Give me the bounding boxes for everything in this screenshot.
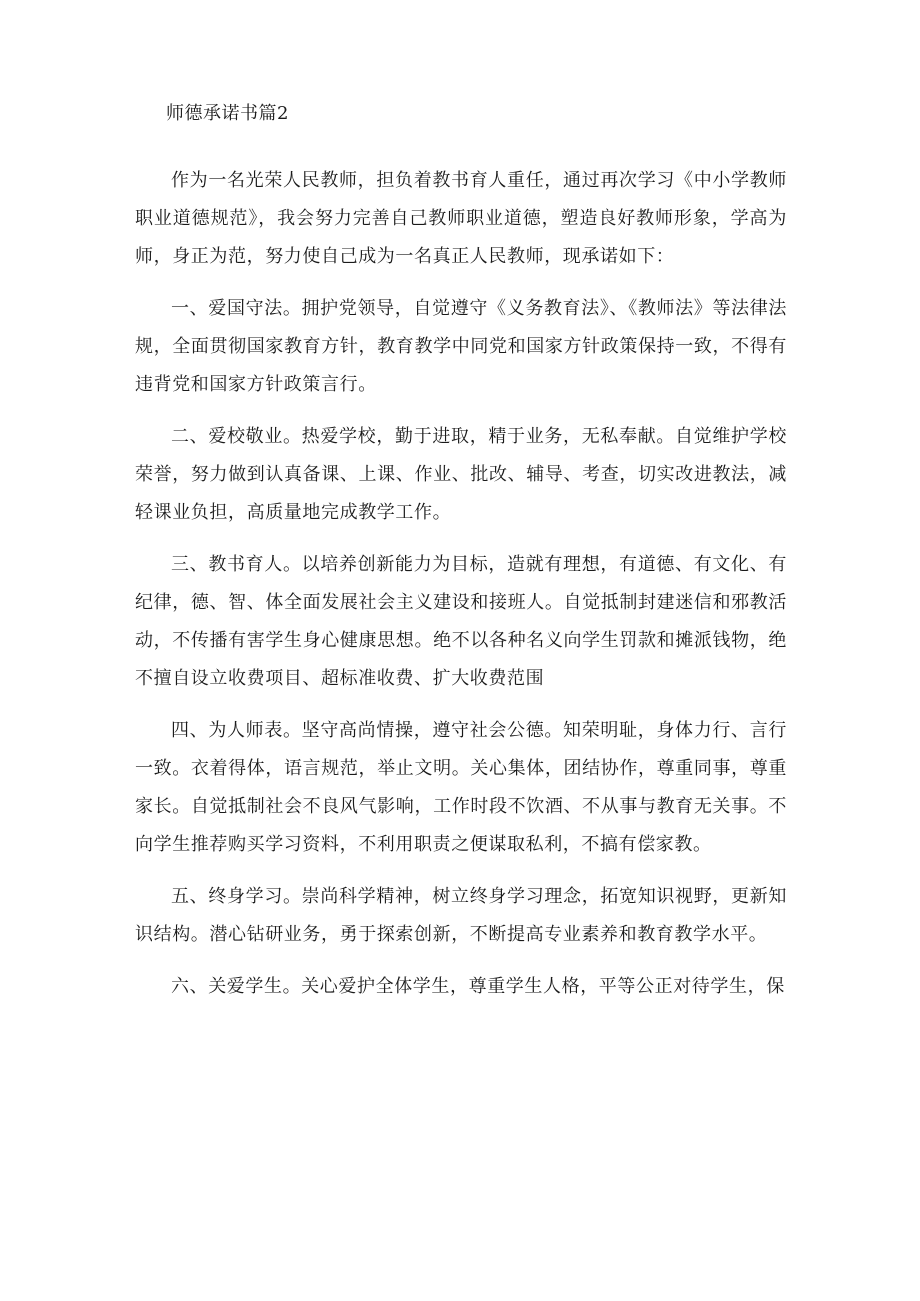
paragraph-role-model: 四、为人师表。坚守高尚情操，遵守社会公德。知荣明耻，身体力行、言行一致。衣着得体，语言规范，举止文明。关心集体，团结协作，尊重同事，尊重家长。自觉抵制社会不良风气影响，工作时段不饮酒、不从事与教育无关事。不向学生推荐购买学习资料，不利用职责之便谋取私利，不搞有偿家教。 [135,720,787,855]
paragraph-caring-students: 六、关爱学生。关心爱护全体学生，尊重学生人格，平等公正对待学生，保 [171,976,785,997]
paragraph-intro: 作为一名光荣人民教师，担负着教书育人重任，通过再次学习《中小学教师职业道德规范》，我会努力完善自己教师职业道德，塑造良好教师形象，学高为师，身正为范，努力使自己成为一名真正人民教师，现承诺如下： [135,170,787,267]
document-title: 师德承诺书篇2 [166,103,289,124]
paragraph-patriotism: 一、爱国守法。拥护党领导，自觉遵守《义务教育法》、《教师法》等法律法规，全面贯彻国家教育方针，教育教学中同党和国家方针政策保持一致，不得有违背党和国家方针政策言行。 [135,298,787,395]
paragraph-dedication: 二、爱校敬业。热爱学校，勤于进取，精于业务，无私奉献。自觉维护学校荣誉，努力做到认真备课、上课、作业、批改、辅导、考查，切实改进教法，减轻课业负担，高质量地完成教学工作。 [135,426,787,523]
paragraph-lifelong-learning: 五、终身学习。崇尚科学精神，树立终身学习理念，拓宽知识视野，更新知识结构。潜心钻研业务，勇于探索创新，不断提高专业素养和教育教学水平。 [135,886,787,945]
document-body [135,162,787,1020]
paragraph-teaching: 三、教书育人。以培养创新能力为目标，造就有理想，有道德、有文化、有纪律，德、智、体全面发展社会主义建设和接班人。自觉抵制封建迷信和邪教活动，不传播有害学生身心健康思想。绝不以各种名义向学生罚款和摊派钱物，绝不擅自设立收费项目、超标准收费、扩大收费范围 [135,554,787,689]
